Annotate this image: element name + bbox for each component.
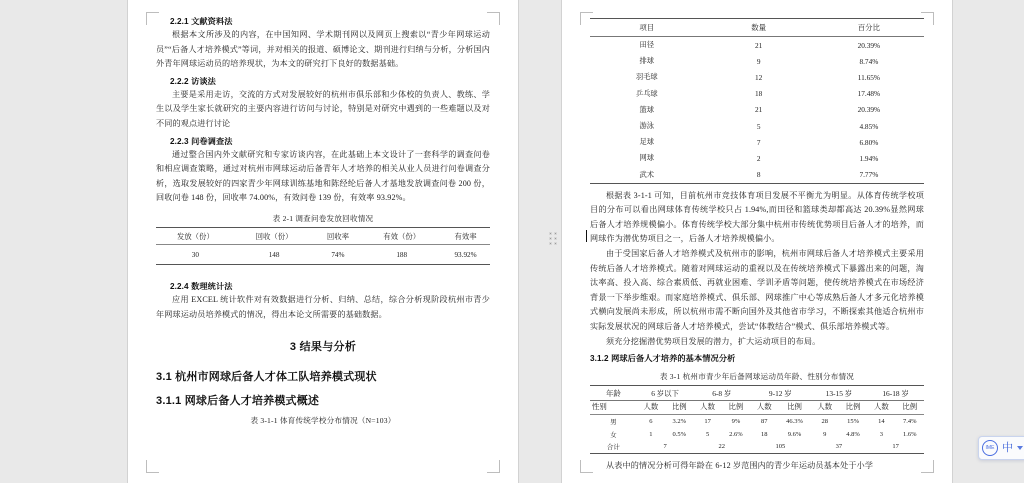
table-2-1-col-2: 回收率: [313, 227, 362, 244]
project-percent: 17.48%: [857, 89, 881, 99]
anchor-dot: [554, 237, 557, 240]
table-3-1-subcol-0-0: 人数: [637, 401, 665, 415]
text-caret: [586, 230, 587, 242]
table-3-1-subcol-1-1: 比例: [722, 401, 750, 415]
project-count: 21: [755, 105, 763, 115]
anchor-dot: [554, 242, 557, 245]
table-3-1-subcol-0-1: 比例: [665, 401, 693, 415]
table-row: [156, 245, 490, 265]
table-3-1-group-1: 6-8 岁: [693, 386, 750, 401]
paragraph-2-2-3: 通过整合国内外文献研究和专家访谈内容，在此基础上本文设计了一套科学的调查问卷和相应调查策略，通过对杭州市网球运动后备青年人才培养的相关从业人员进行问卷调查分析，选取发展较好的四家青少年网球训练基地和陈经纶后备人才基地发放调查问卷 200 份，回收问卷 148 份，回收率 74.00%，有效问卷 139 份，有效率 93.92%。: [156, 149, 490, 203]
table-row: [590, 167, 924, 184]
paragraph-right-2: 由于受国家后备人才培养模式及杭州市的影响，杭州市网球后备人才培养模式主要采用传统后备人才培养模式。随着对网球运动的重视以及在传统培养模式下暴露出来的问题，淘汰率高、投入高、综合素质低、再就业困难、学训矛盾等问题，使传统培养模式在市场经济背景一下举步维艰。而家庭培养模式、俱乐部、网球推广中心等成熟后备人才多元化培养模式横向发展尚未形成，所以杭州市需不断向国外及其他省市学习，不断探索其他适合杭州市实际发展状况的网球后备人才培养模式，尝试“体教结合”模式、俱乐部培养模式等。: [590, 249, 924, 332]
table-3-1-1-header-row: [590, 19, 924, 37]
table-2-1: [156, 227, 490, 265]
table-2-1-cell-2: 74%: [313, 245, 362, 265]
table-row-total: [590, 441, 924, 454]
project-count: 5: [756, 121, 761, 131]
table-3-1-subcol-3-0: 人数: [811, 401, 839, 415]
project-count: 2: [756, 153, 761, 163]
table-3-1-subcol-2-1: 比例: [778, 401, 810, 415]
table-row: [590, 428, 924, 441]
table-row: [590, 37, 924, 54]
table-3-1-group-2: 9-12 岁: [750, 386, 811, 401]
table-3-1-subcol-3-1: 比例: [839, 401, 867, 415]
left-page-edge-right: [518, 0, 519, 483]
ime-logo-icon[interactable]: IME: [982, 440, 998, 456]
table-2-1-cell-4: 93.92%: [441, 245, 490, 265]
table-2-1-col-4: 有效率: [441, 227, 490, 244]
project-count: 21: [755, 40, 763, 50]
table-row: [590, 134, 924, 150]
project-name: 游泳: [639, 121, 655, 131]
project-count: 12: [755, 72, 763, 82]
heading-2-2-3: 2.2.3 问卷调查法: [170, 136, 233, 146]
chapter-title-3: 3 结果与分析: [289, 341, 357, 354]
table-3-1-1-caption: 表 3-1-1 体育传统学校分布情况（N=103）: [250, 416, 396, 426]
project-percent: 6.80%: [859, 137, 879, 147]
heading-3-1-1: 3.1.1 网球后备人才培养模式概述: [156, 395, 320, 408]
project-name: 乒乓球: [635, 88, 658, 98]
count-cell: 9: [823, 430, 827, 438]
table-2-1-col-3: 有效（份）: [362, 227, 441, 244]
table-3-1-subcol-4-0: 人数: [867, 401, 895, 415]
heading-2-2-1: 2.2.1 文献资料法: [170, 17, 233, 26]
table-3-1-body: [590, 415, 924, 454]
project-name: 排球: [639, 56, 655, 66]
paragraph-2-2-2: 主要是采用走访，交流的方式对发展较好的杭州市俱乐部和少体校的负责人、教练、学生以及学生家长就研究的主要内容进行访问与讨论，特别是对研究中遇到的一些难题以及对不同的观点进行讨论: [156, 89, 490, 128]
gender-label: 女: [610, 431, 617, 439]
count-cell: 6: [649, 417, 653, 425]
project-percent: 8.74%: [859, 56, 879, 66]
table-3-1-subcol-4-1: 比例: [896, 401, 924, 415]
anchor-dot: [549, 237, 552, 240]
count-cell: 17: [704, 417, 711, 425]
table-row: [590, 102, 924, 118]
count-cell: 1: [649, 430, 653, 438]
heading-3-1: 3.1 杭州市网球后备人才体工队培养模式现状: [156, 371, 377, 384]
total-cell-0: 7: [637, 441, 694, 454]
project-name: 田径: [639, 40, 655, 50]
count-cell: 87: [760, 417, 768, 425]
table-row: [590, 150, 924, 166]
table-3-1-group-4: 16-18 岁: [867, 386, 924, 401]
heading-2-2-4: 2.2.4 数理统计法: [170, 282, 233, 292]
ime-mode-label[interactable]: 中: [1002, 441, 1013, 454]
table-3-1-group-0: 6 岁以下: [637, 386, 694, 401]
project-percent: 7.77%: [814, 167, 924, 184]
table-3-1-corner-gender: 性别: [590, 401, 637, 415]
project-name: 篮球: [639, 104, 655, 114]
table-2-1-cell-0: 30: [156, 245, 235, 265]
table-3-1-header-groups: [590, 386, 924, 401]
percent-cell: 4.8%: [846, 430, 860, 438]
table-2-1-col-0: 发放（份）: [156, 227, 235, 244]
percent-cell: 0.5%: [672, 430, 687, 438]
right-page-content: [590, 18, 924, 475]
table-row: [590, 118, 924, 134]
percent-cell: 9.6%: [787, 430, 802, 438]
heading-2-2-2: 2.2.2 访谈法: [170, 76, 216, 86]
ime-floating-bar[interactable]: [978, 436, 1024, 460]
table-row: [590, 86, 924, 102]
project-percent: 20.39%: [857, 40, 881, 50]
percent-cell: 2.6%: [729, 430, 743, 438]
heading-3-1-2: 3.1.2 网球后备人才培养的基本情况分析: [590, 354, 736, 364]
gender-label: 男: [610, 418, 617, 426]
table-3-1-group-3: 13-15 岁: [811, 386, 868, 401]
project-name: 网球: [639, 153, 655, 163]
percent-cell: 1.6%: [903, 430, 917, 438]
count-cell: 28: [821, 417, 828, 425]
project-count: 7: [756, 137, 761, 147]
table-3-1-corner-age: 年龄: [590, 386, 637, 401]
project-name: 羽毛球: [635, 72, 658, 82]
percent-cell: 7.4%: [903, 417, 917, 425]
count-cell: 5: [705, 430, 710, 438]
anchor-dot: [549, 242, 552, 245]
table-3-1-subcol-1-0: 人数: [693, 401, 721, 415]
document-page-right[interactable]: [562, 0, 952, 483]
percent-cell: 15%: [847, 417, 860, 425]
table-3-1-1-col-item: 项目: [590, 19, 704, 37]
object-anchor-handle-icon[interactable]: [549, 232, 558, 245]
project-name: 武术: [590, 167, 704, 184]
right-page-edge-right: [952, 0, 953, 483]
project-percent: 20.39%: [857, 105, 881, 115]
count-cell: 3: [879, 430, 883, 438]
table-3-1-1-col-count: 数量: [704, 19, 814, 37]
percent-cell: 3.2%: [672, 417, 687, 425]
project-count: 8: [704, 167, 814, 184]
anchor-dot: [554, 232, 557, 235]
percent-cell: 46.3%: [786, 417, 803, 425]
table-2-1-cell-3: 188: [362, 245, 441, 265]
table-2-1-header-row: [156, 227, 490, 244]
table-2-1-cell-1: 148: [235, 245, 314, 265]
count-cell: 14: [878, 417, 885, 425]
left-page-content: [156, 12, 490, 475]
project-percent: 1.94%: [859, 153, 879, 163]
paragraph-2-2-4: 应用 EXCEL 统计软件对有效数据进行分析、归纳、总结，综合分析现阶段杭州市青少年网球运动员培养模式的情况，得出本论文所需要的基础数据。: [156, 295, 490, 319]
table-3-1-1: [590, 18, 924, 184]
table-3-1-caption: 表 3-1 杭州市青少年后备网球运动员年龄、性别分布情况: [659, 372, 855, 382]
paragraph-right-3: 须充分挖掘潜优势项目发展的潜力，扩大运动项目的布局。: [606, 336, 821, 346]
table-row: [590, 415, 924, 428]
anchor-dot: [549, 232, 552, 235]
total-cell-4: 17: [867, 441, 924, 454]
paragraph-right-closing: 从表中的情况分析可得年龄在 6-12 岁范围内的青少年运动员基本处于小学: [606, 461, 874, 471]
document-page-left[interactable]: [128, 0, 518, 483]
table-3-1-1-col-percent: 百分比: [814, 19, 924, 37]
table-3-1-1-body: [590, 37, 924, 184]
total-cell-3: 37: [811, 441, 868, 454]
paragraph-2-2-1: 根据本文所涉及的内容，在中国知网、学术期刊网以及网页上搜索以“青少年网球运动员”“后备人才培养模式”等词，并对相关的报道、硕博论文、期刊进行归纳与分析，分析国内外青年网球运动员的培养现状，为本文的研究打下良好的数据基础。: [156, 30, 490, 69]
total-cell-1: 22: [693, 441, 750, 454]
total-cell-2: 105: [750, 441, 811, 454]
table-row: [590, 53, 924, 69]
chevron-down-icon[interactable]: [1017, 446, 1023, 450]
paragraph-right-1: 根据表 3-1-1 可知，目前杭州市竞技体育项目发展不平衡尤为明显。从体育传统学校项目的分布可以看出网球体育传统学校只占 1.94%,而田径和篮球类却都高达 20.39%显然网球后备人才培养规模偏小。体育传统学校大部分集中杭州市传统优势项目后备人才的培养，而网球作为潜优势项目之一，后备人才培养规模偏小。: [590, 190, 924, 244]
count-cell: 18: [760, 430, 768, 438]
percent-cell: 9%: [731, 417, 741, 425]
table-row: [590, 69, 924, 85]
project-percent: 4.85%: [859, 121, 879, 131]
table-3-1-subcol-2-0: 人数: [750, 401, 778, 415]
total-label: 合计: [590, 441, 637, 454]
table-2-1-caption: 表 2-1 调查问卷发放回收情况: [272, 213, 374, 223]
table-3-1: [590, 385, 924, 454]
project-count: 9: [756, 56, 761, 66]
table-3-1-header-subcols: [590, 401, 924, 415]
project-name: 足球: [639, 137, 655, 147]
table-2-1-col-1: 回收（份）: [235, 227, 314, 244]
project-count: 18: [755, 89, 763, 99]
project-percent: 11.65%: [857, 72, 880, 82]
